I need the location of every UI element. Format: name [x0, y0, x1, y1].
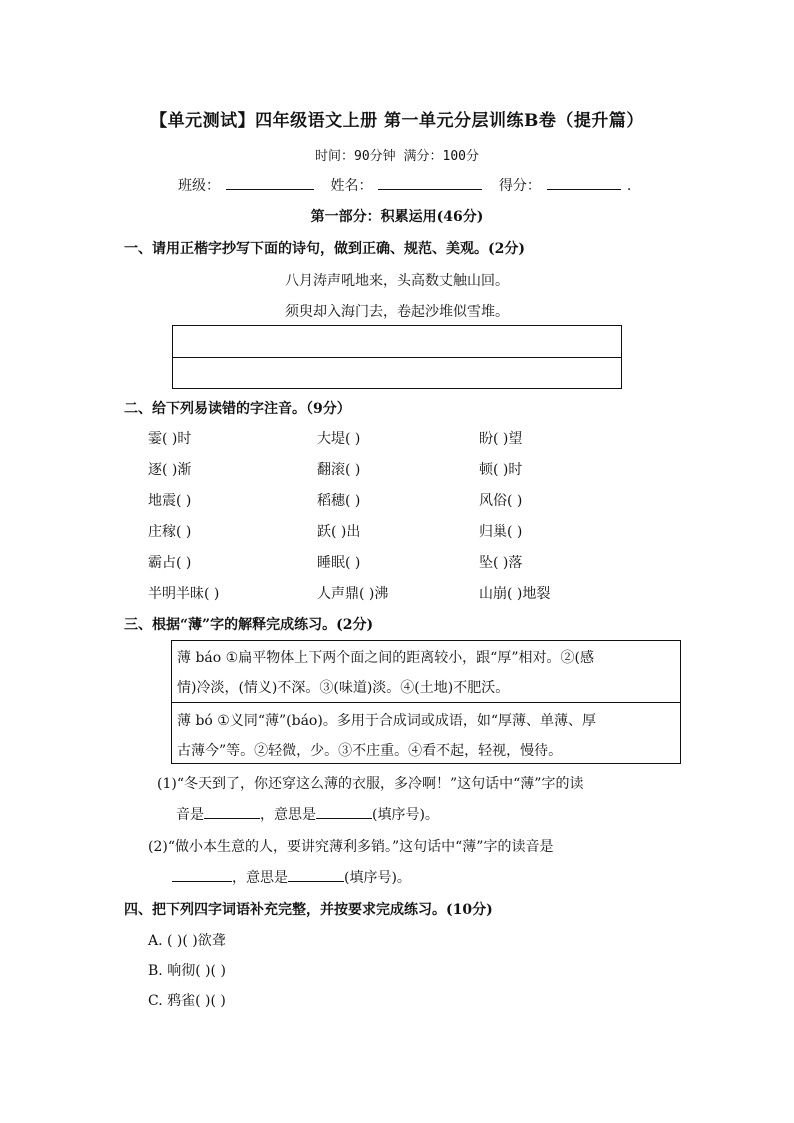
student-info-line: 班级： 姓名： 得分： . — [178, 175, 631, 195]
pinyin-item: 稻穗( ) — [317, 493, 361, 509]
box-divider — [173, 357, 621, 358]
pinyin-item: 坠( )落 — [479, 555, 523, 571]
sub1-mid: ，意思是 — [260, 807, 316, 823]
copy-writing-box[interactable] — [172, 325, 622, 389]
pinyin-item: 逐( )渐 — [148, 462, 192, 478]
idiom-item: C. 鸦雀( )( ) — [148, 993, 226, 1009]
name-blank[interactable] — [378, 175, 482, 190]
pinyin-item: 归巢( ) — [479, 524, 523, 540]
score-blank[interactable] — [547, 175, 621, 190]
idiom-item: A. ( )( )欲聋 — [148, 933, 226, 949]
name-label: 姓名： — [330, 178, 373, 194]
pinyin-item: 庄稼( ) — [148, 524, 192, 540]
poem-line-2: 须臾却入海门去，卷起沙堆似雪堆。 — [285, 304, 509, 320]
meaning-blank[interactable] — [288, 869, 344, 882]
q1-heading: 一、请用正楷字抄写下面的诗句，做到正确、规范、美观。(2分) — [124, 241, 525, 257]
q3-heading: 三、根据“薄”字的解释完成练习。(2分) — [124, 617, 374, 633]
sub1-prefix: 音是 — [176, 807, 204, 823]
sub1-suffix: (填序号)。 — [372, 807, 439, 823]
poem-line-1: 八月涛声吼地来，头高数丈触山回。 — [285, 273, 509, 289]
score-label: 得分： — [498, 178, 541, 194]
pinyin-item: 顿( )时 — [479, 462, 523, 478]
pinyin-item: 霎( )时 — [148, 431, 192, 447]
pinyin-item: 风俗( ) — [479, 493, 523, 509]
pinyin-item: 翻滚( ) — [317, 462, 361, 478]
sub-question-1-answer-line — [176, 804, 439, 824]
pinyin-item: 半明半昧( ) — [148, 586, 220, 602]
pinyin-item: 霸占( ) — [148, 555, 192, 571]
pronunciation-blank[interactable] — [172, 869, 232, 882]
exam-time-score: 时间：90分钟 满分：100分 — [315, 149, 479, 164]
def-bo-line-2: 古薄今”等。②轻微，少。③不庄重。④看不起，轻视，慢待。 — [177, 743, 563, 759]
class-label: 班级： — [178, 178, 220, 194]
sub-question-2-answer-line — [172, 867, 411, 887]
pinyin-item: 地震( ) — [148, 493, 192, 509]
def-bo-line-1: 薄 bó ①义同“薄”(báo)。多用于合成词或成语，如“厚薄、单薄、厚 — [177, 713, 596, 729]
pinyin-item: 盼( )望 — [479, 431, 523, 447]
pinyin-item: 睡眠( ) — [317, 555, 361, 571]
box-divider — [172, 702, 680, 703]
pronunciation-blank[interactable] — [204, 806, 260, 819]
q4-heading: 四、把下列四字词语补充完整，并按要求完成练习。(10分) — [124, 902, 493, 918]
meaning-blank[interactable] — [316, 806, 372, 819]
part1-title: 第一部分：积累运用(46分) — [310, 209, 484, 225]
pinyin-item: 跃( )出 — [317, 524, 361, 540]
sub2-mid: ，意思是 — [232, 870, 288, 886]
pinyin-item: 山崩( )地裂 — [479, 586, 551, 602]
def-bao-line-1: 薄 báo ①扁平物体上下两个面之间的距离较小，跟“厚”相对。②(感 — [177, 650, 594, 666]
pinyin-item: 人声鼎( )沸 — [317, 586, 389, 602]
def-bao-line-2: 情)冷淡，(情义)不深。③(味道)淡。④(土地)不肥沃。 — [177, 680, 510, 696]
class-blank[interactable] — [226, 175, 314, 190]
pinyin-item: 大堤( ) — [317, 431, 361, 447]
sub-question-2: (2)“做小本生意的人，要讲究薄利多销。”这句话中“薄”字的读音是 — [148, 839, 554, 855]
idiom-item: B. 响彻( )( ) — [148, 963, 226, 979]
q2-heading: 二、给下列易读错的字注音。（9分） — [124, 401, 351, 417]
sub2-suffix: (填序号)。 — [344, 870, 411, 886]
sub-question-1: (1)“冬天到了，你还穿这么薄的衣服，多冷啊！”这句话中“薄”字的读 — [157, 776, 584, 792]
page-title: 【单元测试】四年级语文上册 第一单元分层训练B卷（提升篇） — [150, 111, 644, 131]
